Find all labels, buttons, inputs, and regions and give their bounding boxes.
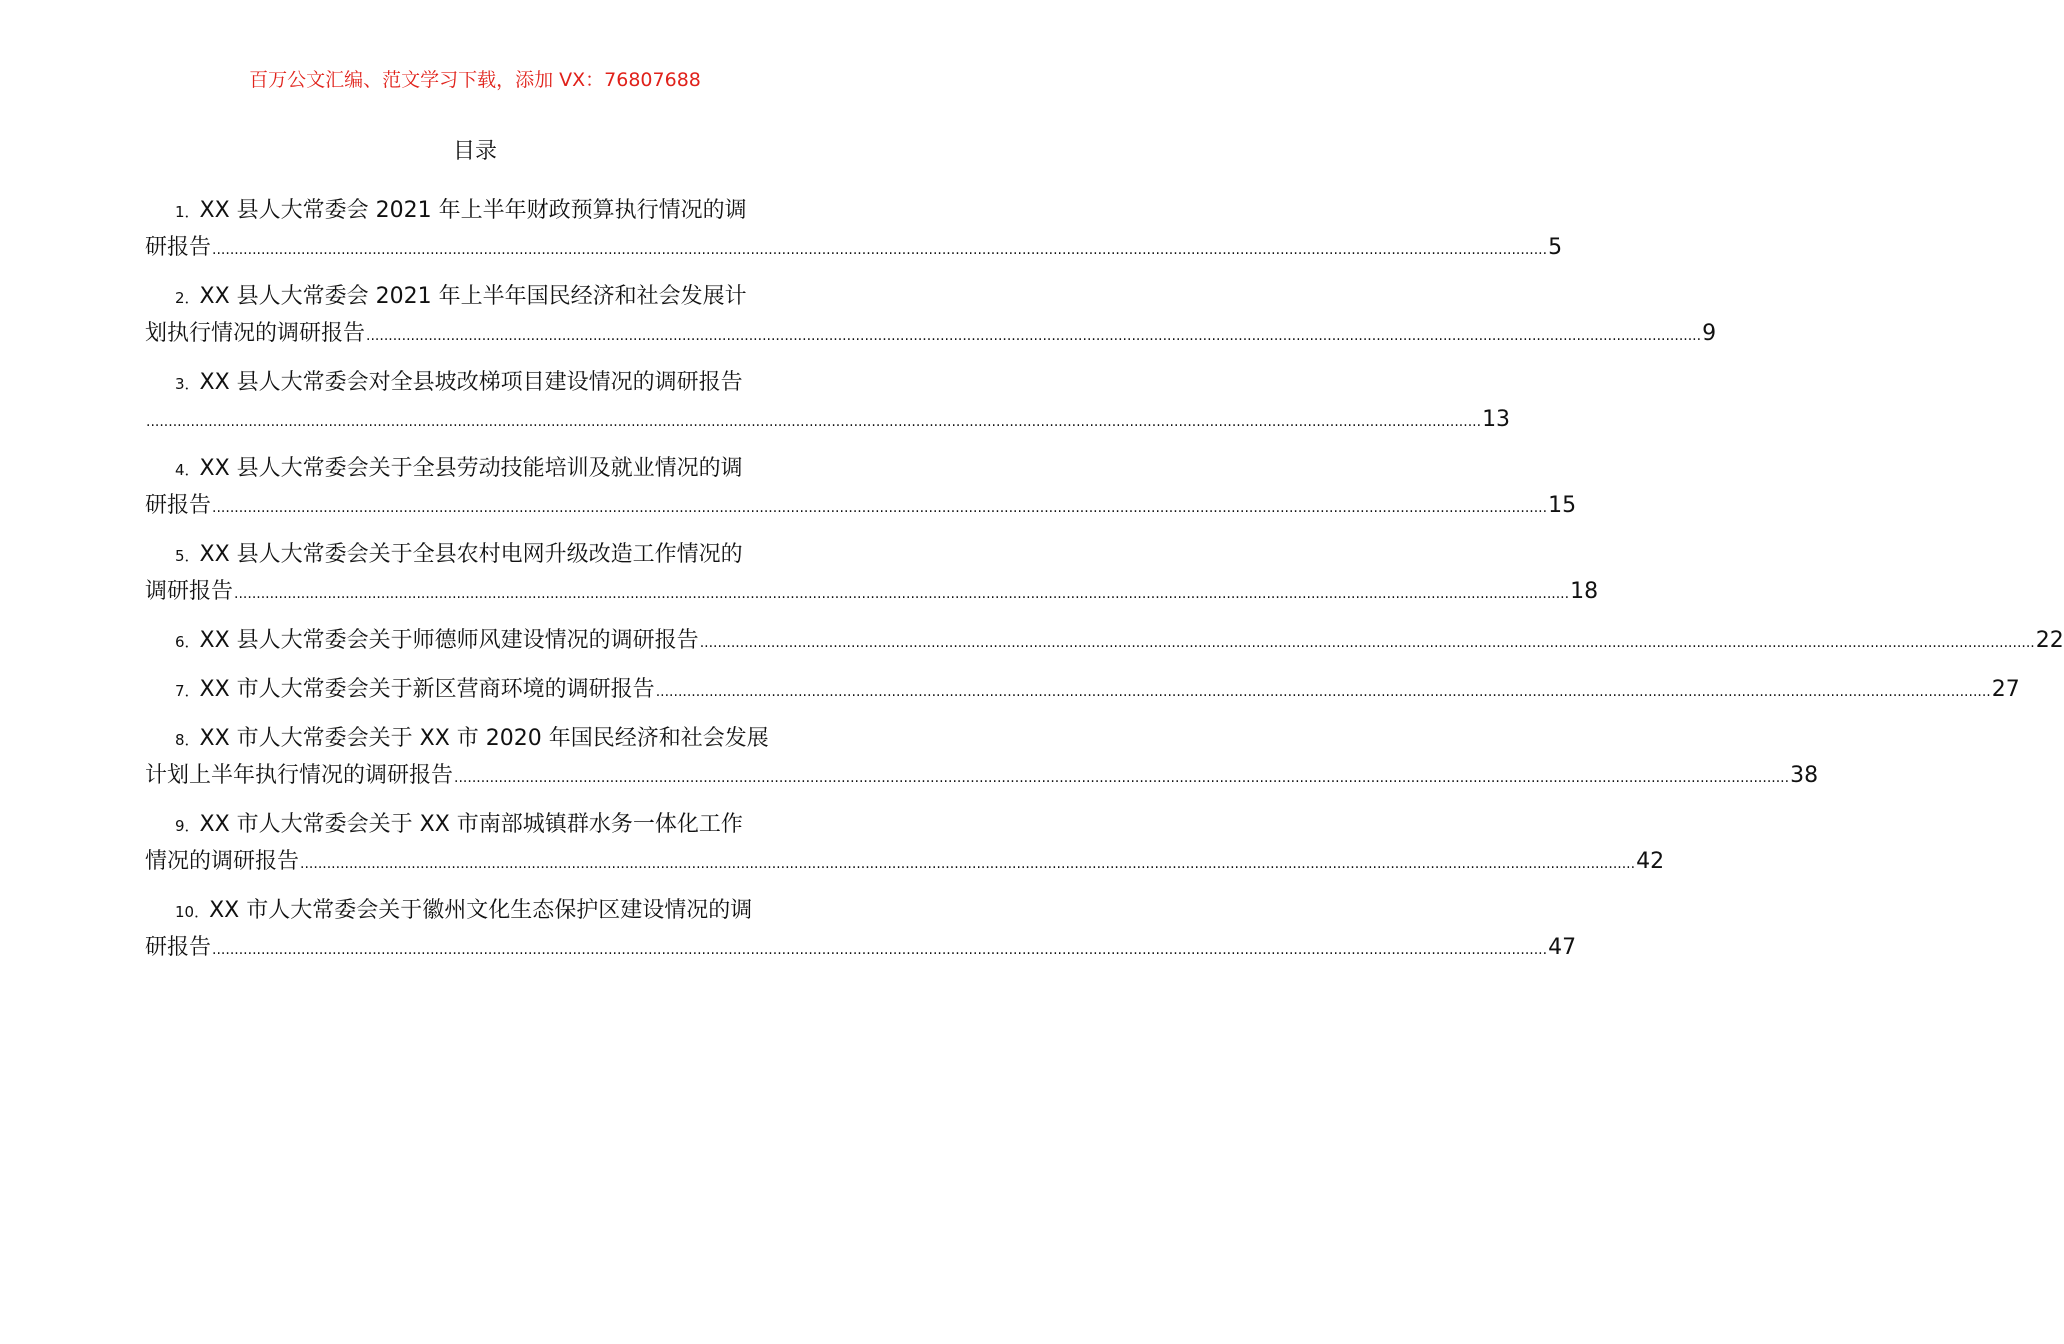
toc-entry-first-line [145, 892, 860, 929]
toc-page-number: 18 [1570, 579, 1599, 604]
contact-banner: 百万公文汇编、范文学习下载，添加 VX：76807688 [249, 69, 701, 91]
toc-entry-title-continued: 计划上半年执行情况的调研报告 [145, 763, 454, 788]
toc-page-number: 27 [1991, 677, 2020, 702]
dot-leader: ............................................................................................................................................................................................................................................................................................................ [454, 770, 1790, 786]
toc-entry-9[interactable] [145, 806, 1665, 880]
toc-entry-title [175, 671, 655, 710]
toc-entry-first-line [145, 278, 860, 315]
toc-entry-2[interactable] [145, 278, 1717, 352]
toc-entry-1[interactable] [145, 192, 1563, 266]
dot-leader: ............................................................................................................................................................................................................................................................................................................ [212, 242, 1548, 258]
toc-entry-title-continued: 划执行情况的调研报告 [145, 321, 366, 346]
toc-entry-8[interactable] [145, 720, 1819, 794]
toc-entry-number: 8． [175, 731, 200, 749]
toc-entry-number: 9． [175, 817, 200, 835]
toc-entry-title-continued: 情况的调研报告 [145, 849, 300, 874]
toc-entry-title: XX 县人大常委会关于全县农村电网升级改造工作情况的 [199, 542, 743, 567]
toc-title: 目录 [452, 139, 497, 164]
toc-page-number: 38 [1790, 763, 1819, 788]
toc-entry-second-line [145, 573, 1599, 610]
toc-entry-number: 3． [175, 375, 200, 393]
toc-page-number: 13 [1482, 407, 1511, 432]
toc-entry-line [145, 622, 2064, 659]
toc-page-number: 5 [1548, 235, 1563, 260]
toc-entry-second-line [145, 315, 1717, 352]
toc-entry-title-continued: 研报告 [145, 493, 212, 518]
toc-entry-second-line [145, 757, 1819, 794]
toc-entry-number: 7． [175, 682, 200, 700]
toc-entry-number: 5． [175, 547, 200, 565]
toc-entry-title [175, 622, 699, 661]
toc-entry-title-continued: 调研报告 [145, 579, 234, 604]
toc-entry-title: XX 市人大常委会关于徽州文化生态保护区建设情况的调 [209, 898, 753, 923]
toc-entry-title: XX 市人大常委会关于 XX 市南部城镇群水务一体化工作 [199, 812, 743, 837]
toc-entry-number: 6． [175, 633, 200, 651]
toc-entry-10[interactable] [145, 892, 1577, 966]
toc-page-number: 15 [1548, 493, 1577, 518]
dot-leader: ............................................................................................................................................................................................................................................................................................................ [234, 586, 1570, 602]
toc-entry-second-line [145, 401, 1511, 438]
toc-entry-second-line [145, 929, 1577, 966]
toc-page-number: 42 [1636, 849, 1665, 874]
toc-entry-title-continued: 研报告 [145, 935, 212, 960]
dot-leader: ............................................................................................................................................................................................................................................................................................................ [146, 414, 1482, 430]
toc-entry-title: XX 县人大常委会 2021 年上半年财政预算执行情况的调 [199, 198, 747, 223]
toc-entry-first-line [145, 364, 860, 401]
toc-entry-first-line [145, 536, 860, 573]
dot-leader: ............................................................................................................................................................................................................................................................................................................ [300, 856, 1636, 872]
toc-page-number: 9 [1702, 321, 1717, 346]
toc-entry-number: 4． [175, 461, 200, 479]
toc-entry-second-line [145, 229, 1563, 266]
toc-entry-first-line [145, 720, 860, 757]
toc-entry-first-line [145, 806, 860, 843]
toc-entry-title-continued: 研报告 [145, 235, 212, 260]
toc-page-number: 22 [2035, 628, 2064, 653]
toc-entry-title: XX 县人大常委会 2021 年上半年国民经济和社会发展计 [199, 284, 747, 309]
toc-entry-number: 1． [175, 203, 200, 221]
table-of-contents [145, 192, 2064, 978]
toc-entry-second-line [145, 843, 1665, 880]
toc-entry-title: XX 县人大常委会关于全县劳动技能培训及就业情况的调 [199, 456, 743, 481]
toc-entry-title-text: XX 县人大常委会关于师德师风建设情况的调研报告 [199, 628, 699, 653]
dot-leader: ............................................................................................................................................................................................................................................................................................................ [699, 635, 2035, 651]
toc-entry-line [145, 671, 2020, 708]
dot-leader: ............................................................................................................................................................................................................................................................................................................ [655, 684, 1991, 700]
toc-entry-3[interactable] [145, 364, 1511, 438]
toc-entry-4[interactable] [145, 450, 1577, 524]
toc-entry-second-line [145, 487, 1577, 524]
toc-entry-5[interactable] [145, 536, 1599, 610]
dot-leader: ............................................................................................................................................................................................................................................................................................................ [366, 328, 1702, 344]
toc-entry-6[interactable] [145, 622, 2064, 659]
dot-leader: ............................................................................................................................................................................................................................................................................................................ [212, 500, 1548, 516]
toc-entry-number: 10． [175, 903, 210, 921]
toc-entry-first-line [145, 192, 860, 229]
toc-entry-title: XX 县人大常委会对全县坡改梯项目建设情况的调研报告 [199, 370, 743, 395]
toc-entry-title: XX 市人大常委会关于 XX 市 2020 年国民经济和社会发展 [199, 726, 769, 751]
toc-entry-7[interactable] [145, 671, 2020, 708]
toc-entry-title-text: XX 市人大常委会关于新区营商环境的调研报告 [199, 677, 655, 702]
toc-page-number: 47 [1548, 935, 1577, 960]
dot-leader: ............................................................................................................................................................................................................................................................................................................ [212, 942, 1548, 958]
toc-entry-first-line [145, 450, 860, 487]
toc-entry-number: 2． [175, 289, 200, 307]
